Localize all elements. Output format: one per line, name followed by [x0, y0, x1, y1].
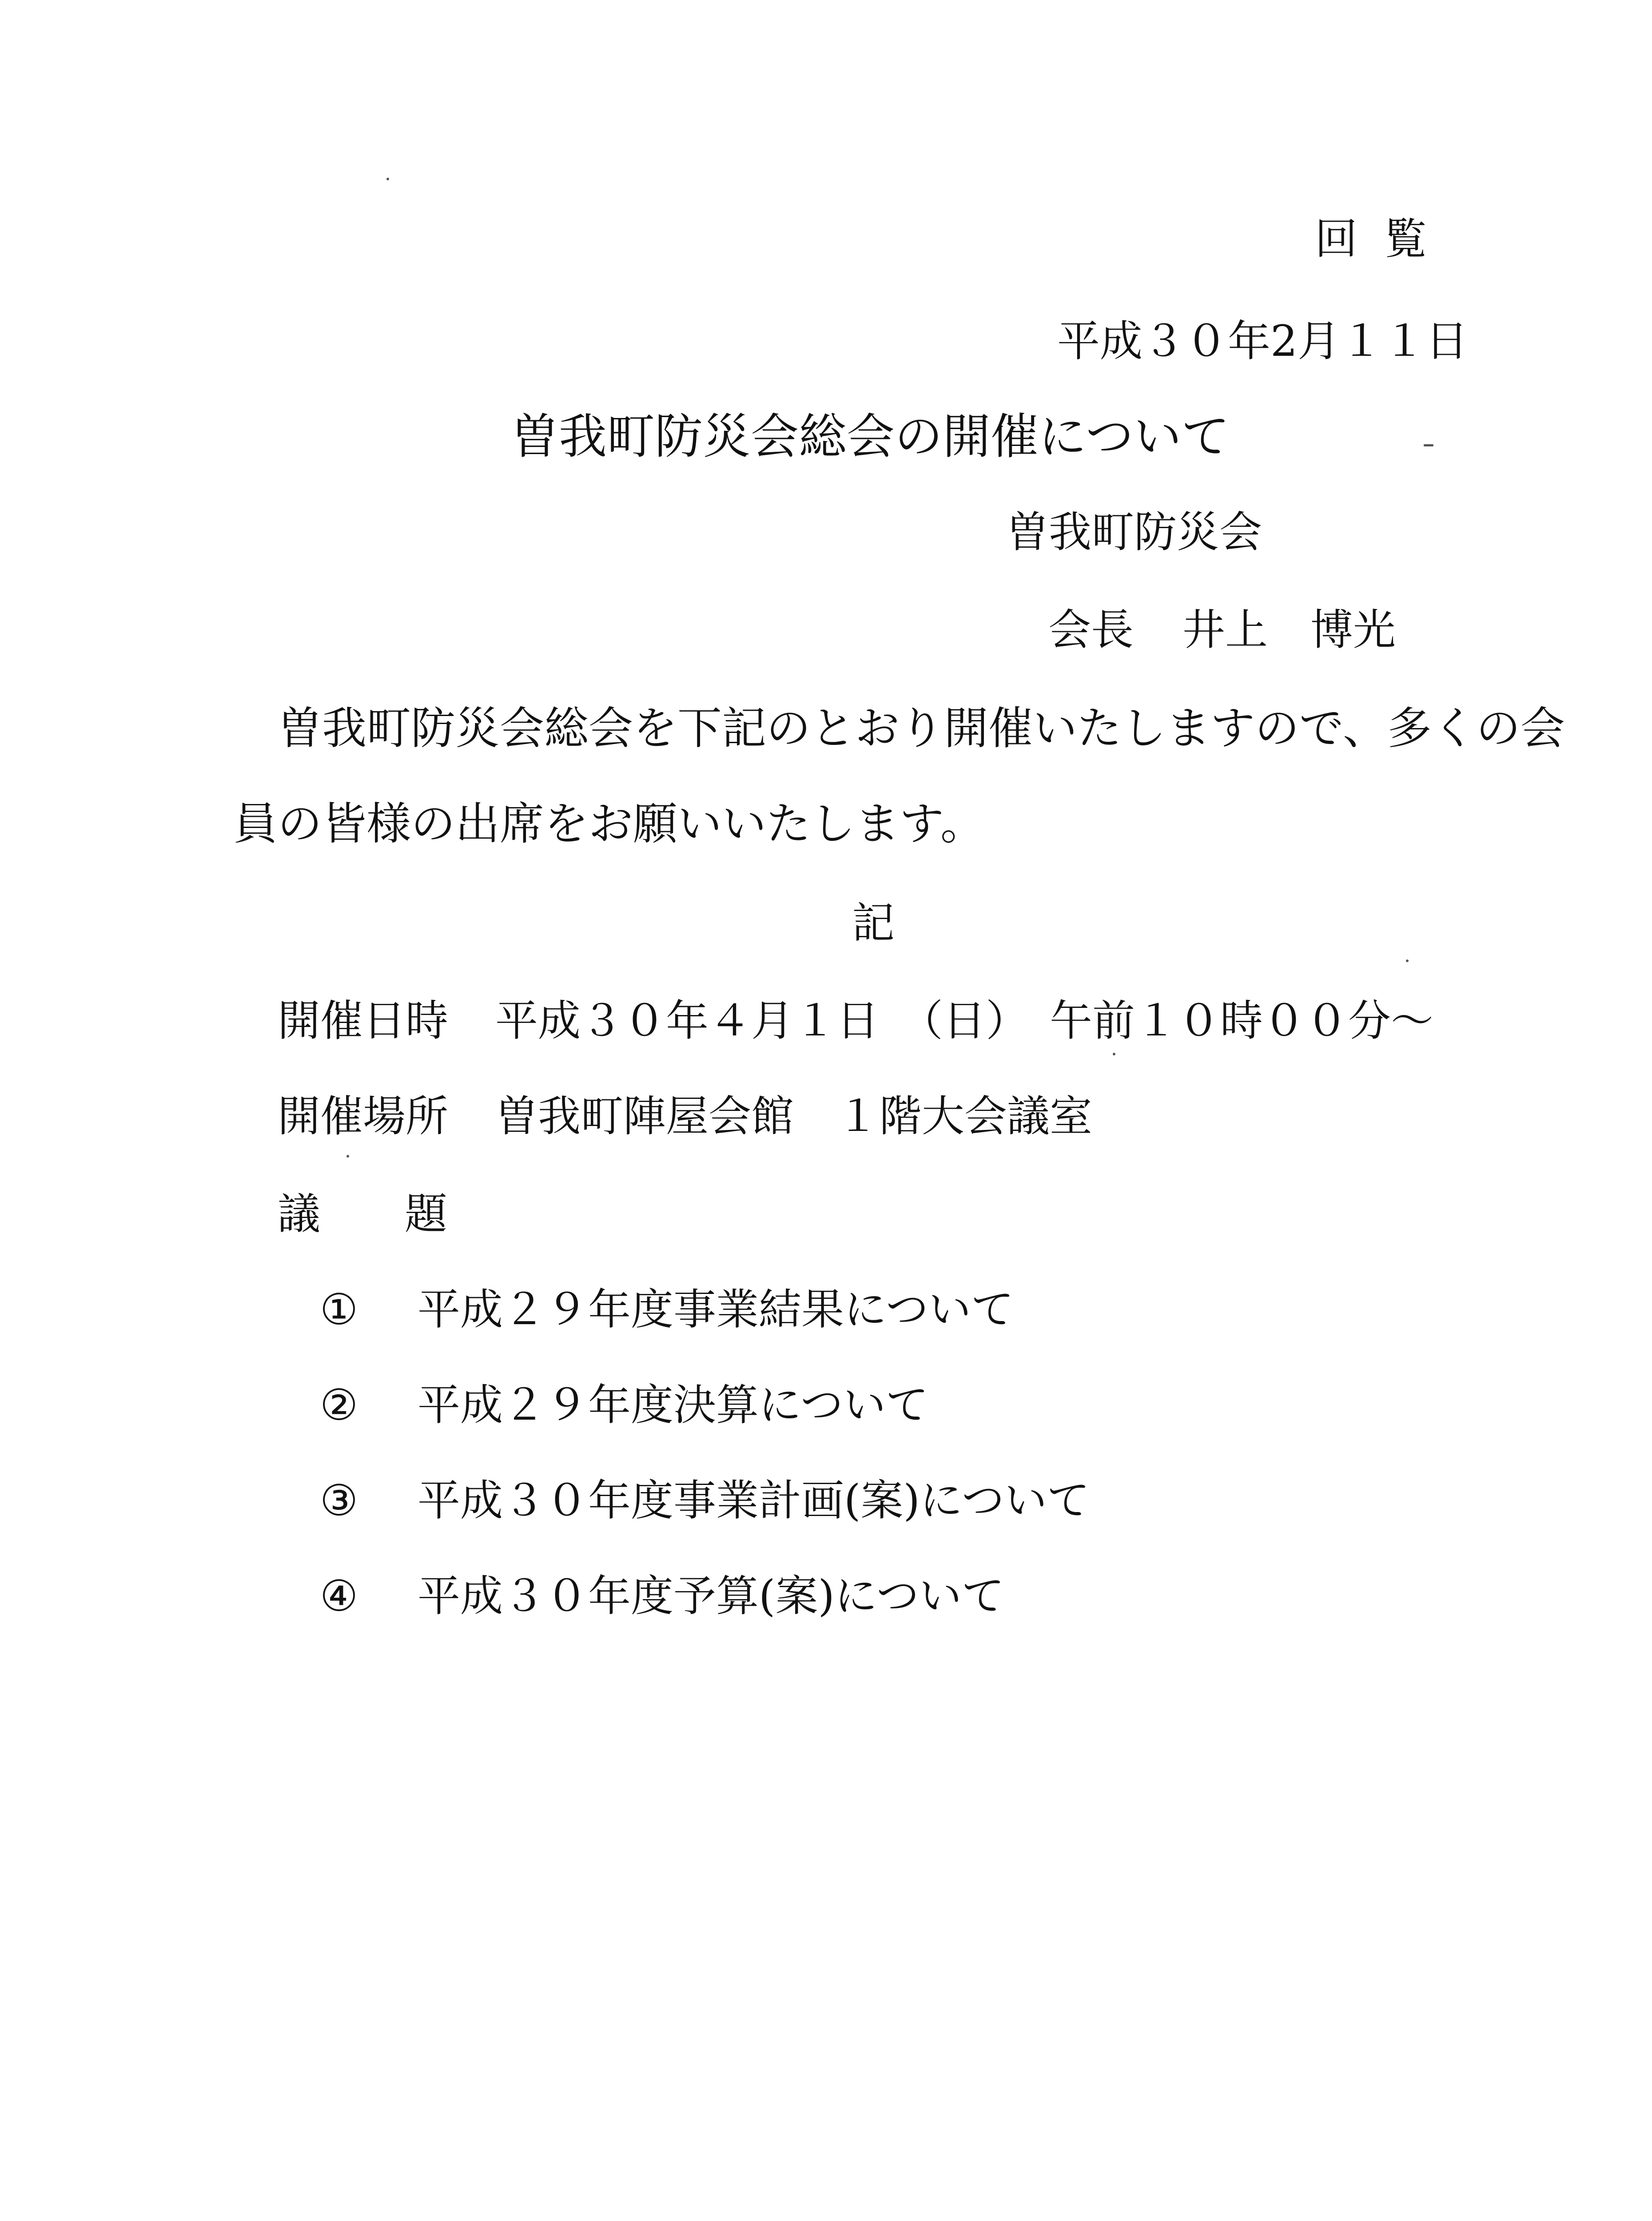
- scan-speck: [1406, 959, 1409, 962]
- agenda-item: [320, 1476, 1090, 1525]
- detail-venue: [278, 1091, 1092, 1141]
- datetime-value: 平成３０年４月１日 （日） 午前１０時００分～: [495, 996, 1433, 1046]
- scan-speck: [386, 178, 389, 180]
- venue-value: 曽我町陣屋会館 １階大会議室: [495, 1091, 1092, 1141]
- venue-label: 開催場所: [278, 1091, 448, 1141]
- scan-speck: [1113, 1053, 1115, 1055]
- ki-heading: 記: [852, 898, 895, 948]
- sender-name: 井上 博光: [1182, 605, 1396, 655]
- datetime-label: 開催日時: [278, 996, 448, 1046]
- body-text-line-2: 員の皆様の出席をお願いいたします。: [233, 798, 985, 850]
- detail-datetime: [278, 996, 1433, 1046]
- document-title: 曽我町防災会総会の開催について: [511, 409, 1230, 465]
- agenda-item: [320, 1380, 929, 1430]
- sender-organization: 曽我町防災会: [1006, 507, 1262, 557]
- agenda-item-number: ①: [320, 1285, 358, 1334]
- agenda-item-number: ③: [320, 1476, 358, 1525]
- scan-speck: [1424, 444, 1433, 446]
- agenda-item-number: ④: [320, 1571, 358, 1621]
- agenda-heading: 議題: [278, 1189, 532, 1239]
- agenda-item-text: 平成３０年度事業計画(案)について: [418, 1476, 1090, 1525]
- circular-label: 回覧: [1315, 214, 1453, 264]
- agenda-item-text: 平成３０年度予算(案)について: [418, 1571, 1004, 1621]
- document-date: 平成３０年2月１１日: [1057, 316, 1469, 366]
- sender-position: 会長: [1048, 605, 1134, 655]
- agenda-item-number: ②: [320, 1380, 358, 1430]
- scan-speck: [346, 1155, 349, 1158]
- sender-signature: [1048, 605, 1396, 655]
- body-text-line-1: 曽我町防災会総会を下記のとおり開催いたしますので、多くの会: [278, 702, 1565, 754]
- agenda-item-text: 平成２９年度決算について: [418, 1380, 929, 1430]
- agenda-item: [320, 1285, 1014, 1334]
- agenda-item: [320, 1571, 1004, 1621]
- agenda-item-text: 平成２９年度事業結果について: [418, 1285, 1014, 1334]
